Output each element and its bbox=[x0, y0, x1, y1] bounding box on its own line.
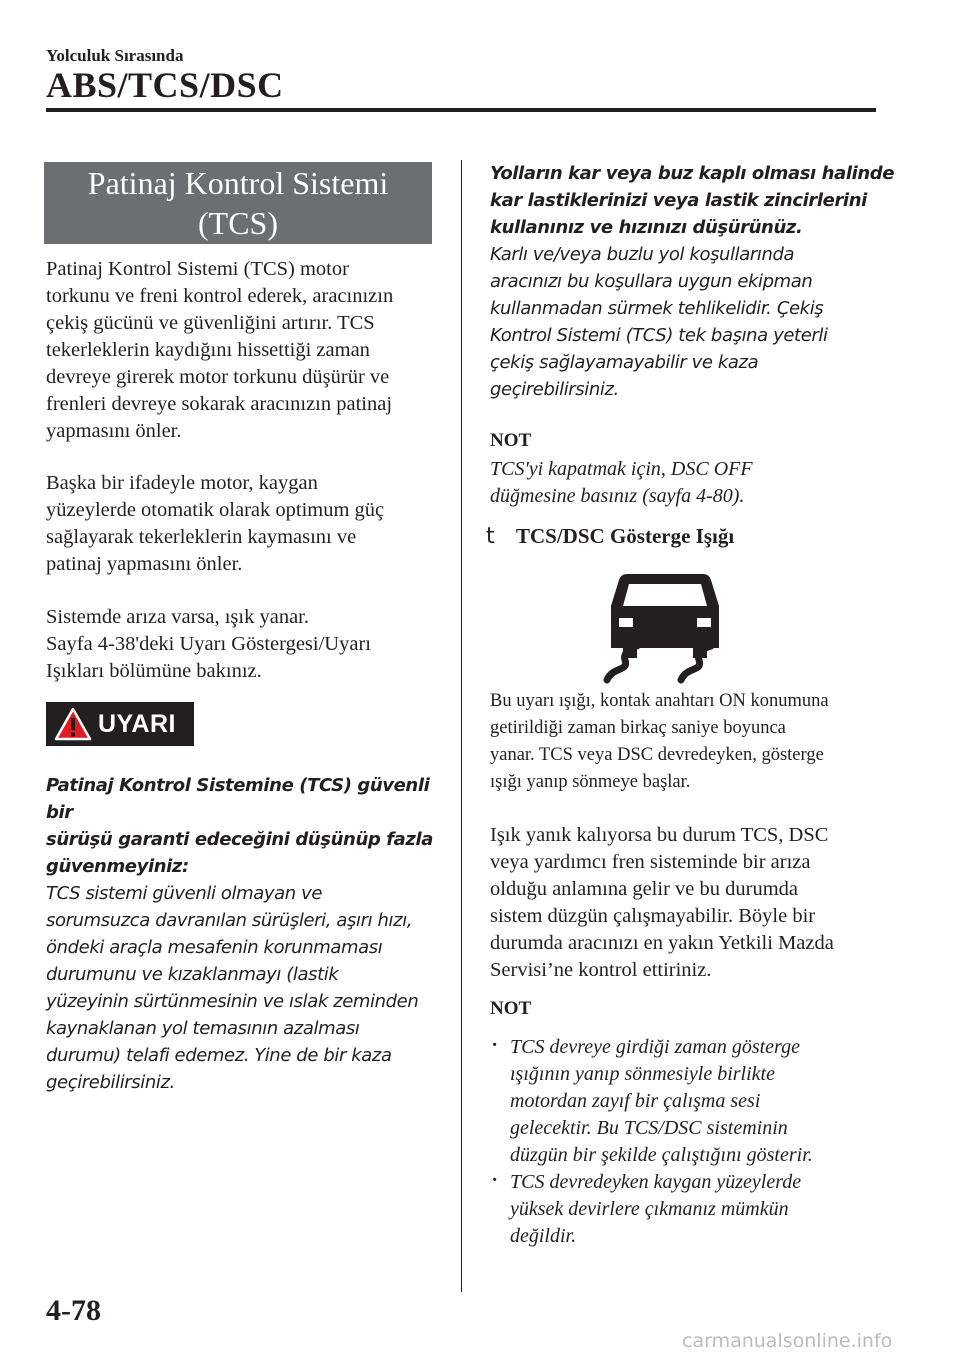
note-line: TCS'yi kapatmak için, DSC OFF bbox=[490, 458, 753, 480]
list-item bbox=[490, 1169, 890, 1250]
bullet-line: · TCS devreye girdiği zaman gösterge bbox=[510, 1036, 800, 1058]
warning-text-line: durumu) telafi edemez. Yine de bir kaza bbox=[46, 1045, 392, 1066]
warning-text-line: aracınızı bu koşullara uygun ekipman bbox=[490, 271, 813, 292]
header-rule bbox=[46, 108, 876, 112]
text-line: Sayfa 4-38'deki Uyarı Göstergesi/Uyarı bbox=[46, 633, 371, 655]
third-paragraph bbox=[46, 604, 446, 685]
section-subheading: TCS/DSC Gösterge Işığı bbox=[516, 524, 735, 548]
warning-bold-line: sürüşü garanti edeceğini düşünüp fazla bbox=[46, 829, 433, 850]
note-line: düğmesine basınız (sayfa 4-80). bbox=[490, 485, 745, 507]
list-item bbox=[490, 1034, 890, 1169]
warning-bold-line: Yolların kar veya buz kaplı olması halinde bbox=[490, 163, 895, 184]
warning-block-right bbox=[490, 160, 900, 403]
warning-block-left bbox=[46, 772, 456, 1096]
note-text bbox=[490, 456, 890, 510]
warning-text-line: Kontrol Sistemi (TCS) tek başına yeterli bbox=[490, 325, 828, 346]
text-line: getirildiği zaman birkaç saniye boyunca bbox=[490, 718, 786, 738]
text-line: çekiş gücünü ve güvenliğini artırır. TCS bbox=[46, 312, 375, 334]
subhead-marker: t bbox=[486, 524, 495, 549]
warning-bold-line: güvenmeyiniz: bbox=[46, 856, 189, 877]
malfunction-paragraph bbox=[490, 822, 890, 984]
section-title: ABS/TCS/DSC bbox=[46, 65, 284, 105]
warning-text-line: çekiş sağlayamayabilir ve kaza bbox=[490, 352, 759, 373]
warning-bold-line: kullanınız ve hızınızı düşürünüz. bbox=[490, 217, 803, 238]
note-bullets bbox=[490, 1034, 890, 1250]
text-line: yanar. TCS veya DSC devredeyken, gösterge bbox=[490, 745, 824, 765]
warning-text-line: geçirebilirsiniz. bbox=[46, 1072, 175, 1093]
page-title-line2: (TCS) bbox=[198, 205, 278, 241]
page-title-line1: Patinaj Kontrol Sistemi bbox=[87, 165, 389, 201]
watermark-url: carmanualsonline.info bbox=[682, 1330, 893, 1352]
text-line: Işık yanık kalıyorsa bu durum TCS, DSC bbox=[490, 824, 829, 846]
page-title-box bbox=[44, 162, 432, 244]
second-paragraph bbox=[46, 470, 446, 578]
text-line: veya yardımcı fren sisteminde bir arıza bbox=[490, 851, 811, 873]
text-line: yapmasını önler. bbox=[46, 420, 182, 442]
warning-text-line: kullanmadan sürmek tehlikelidir. Çekiş bbox=[490, 298, 824, 319]
text-line: patinaj yapmasını önler. bbox=[46, 553, 243, 575]
warning-text-line: yüzeyinin sürtünmesinin ve ıslak zeminden bbox=[46, 991, 419, 1012]
warning-text-line: sorumsuzca davranılan sürüşleri, aşırı hızı, bbox=[46, 910, 413, 931]
intro-paragraph bbox=[46, 256, 446, 445]
bullet-line: ışığının yanıp sönmesiyle birlikte bbox=[510, 1063, 775, 1085]
warning-label: UYARI bbox=[98, 709, 176, 738]
warning-text-line: Karlı ve/veya buzlu yol koşullarında bbox=[490, 244, 795, 265]
text-line: Başka bir ifadeyle motor, kaygan bbox=[46, 472, 318, 494]
note-label-2: NOT bbox=[490, 998, 532, 1019]
warning-text-line: öndeki araçla mesafenin korunmaması bbox=[46, 937, 383, 958]
text-line: Bu uyarı ışığı, kontak anahtarı ON konumuna bbox=[490, 691, 829, 711]
indicator-description bbox=[490, 688, 890, 796]
bullet-line: değildir. bbox=[510, 1225, 577, 1247]
page-number: 4-78 bbox=[46, 1294, 101, 1327]
bullet-line: yüksek devirlere çıkmanız mümkün bbox=[510, 1198, 789, 1220]
tcs-dsc-skid-car-icon bbox=[595, 566, 735, 684]
text-line: ışığı yanıp sönmeye başlar. bbox=[490, 772, 691, 792]
text-line: Patinaj Kontrol Sistemi (TCS) motor bbox=[46, 258, 349, 280]
warning-text-line: kaynaklanan yol temasının azalması bbox=[46, 1018, 360, 1039]
text-line: torkunu ve freni kontrol ederek, aracınızın bbox=[46, 285, 394, 307]
warning-triangle-icon bbox=[54, 707, 92, 741]
text-line: sağlayarak tekerleklerin kaymasını ve bbox=[46, 526, 357, 548]
text-line: frenleri devreye sokarak aracınızın patinaj bbox=[46, 393, 393, 415]
warning-bold-line: Patinaj Kontrol Sistemine (TCS) güvenli bir bbox=[46, 775, 430, 823]
text-line: Sistemde arıza varsa, ışık yanar. bbox=[46, 606, 309, 628]
text-line: yüzeylerde otomatik olarak optimum güç bbox=[46, 499, 385, 521]
text-line: Servisi’ne kontrol ettiriniz. bbox=[490, 959, 712, 981]
warning-text-line: durumunu ve kızaklanmayı (lastik bbox=[46, 964, 339, 985]
column-divider bbox=[461, 160, 462, 1292]
text-line: devreye girerek motor torkunu düşürür ve bbox=[46, 366, 390, 388]
bullet-line: · TCS devredeyken kaygan yüzeylerde bbox=[510, 1171, 802, 1193]
warning-badge bbox=[46, 702, 194, 746]
warning-text-line: TCS sistemi güvenli olmayan ve bbox=[46, 883, 323, 904]
bullet-line: düzgün bir şekilde çalıştığını gösterir. bbox=[510, 1144, 813, 1166]
warning-text-line: geçirebilirsiniz. bbox=[490, 379, 619, 400]
warning-bold-line: kar lastiklerinizi veya lastik zincirlerini bbox=[490, 190, 867, 211]
text-line: sistem düzgün çalışmayabilir. Böyle bir bbox=[490, 905, 816, 927]
section-label: Yolculuk Sırasında bbox=[46, 46, 184, 65]
note-label: NOT bbox=[490, 430, 532, 451]
bullet-line: motordan zayıf bir çalışma sesi bbox=[510, 1090, 761, 1112]
text-line: durumda aracınızı en yakın Yetkili Mazda bbox=[490, 932, 834, 954]
text-line: tekerleklerin kaydığını hissettiği zaman bbox=[46, 339, 370, 361]
text-line: Işıkları bölümüne bakınız. bbox=[46, 660, 262, 682]
text-line: olduğu anlamına gelir ve bu durumda bbox=[490, 878, 798, 900]
bullet-line: gelecektir. Bu TCS/DSC sisteminin bbox=[510, 1117, 788, 1139]
